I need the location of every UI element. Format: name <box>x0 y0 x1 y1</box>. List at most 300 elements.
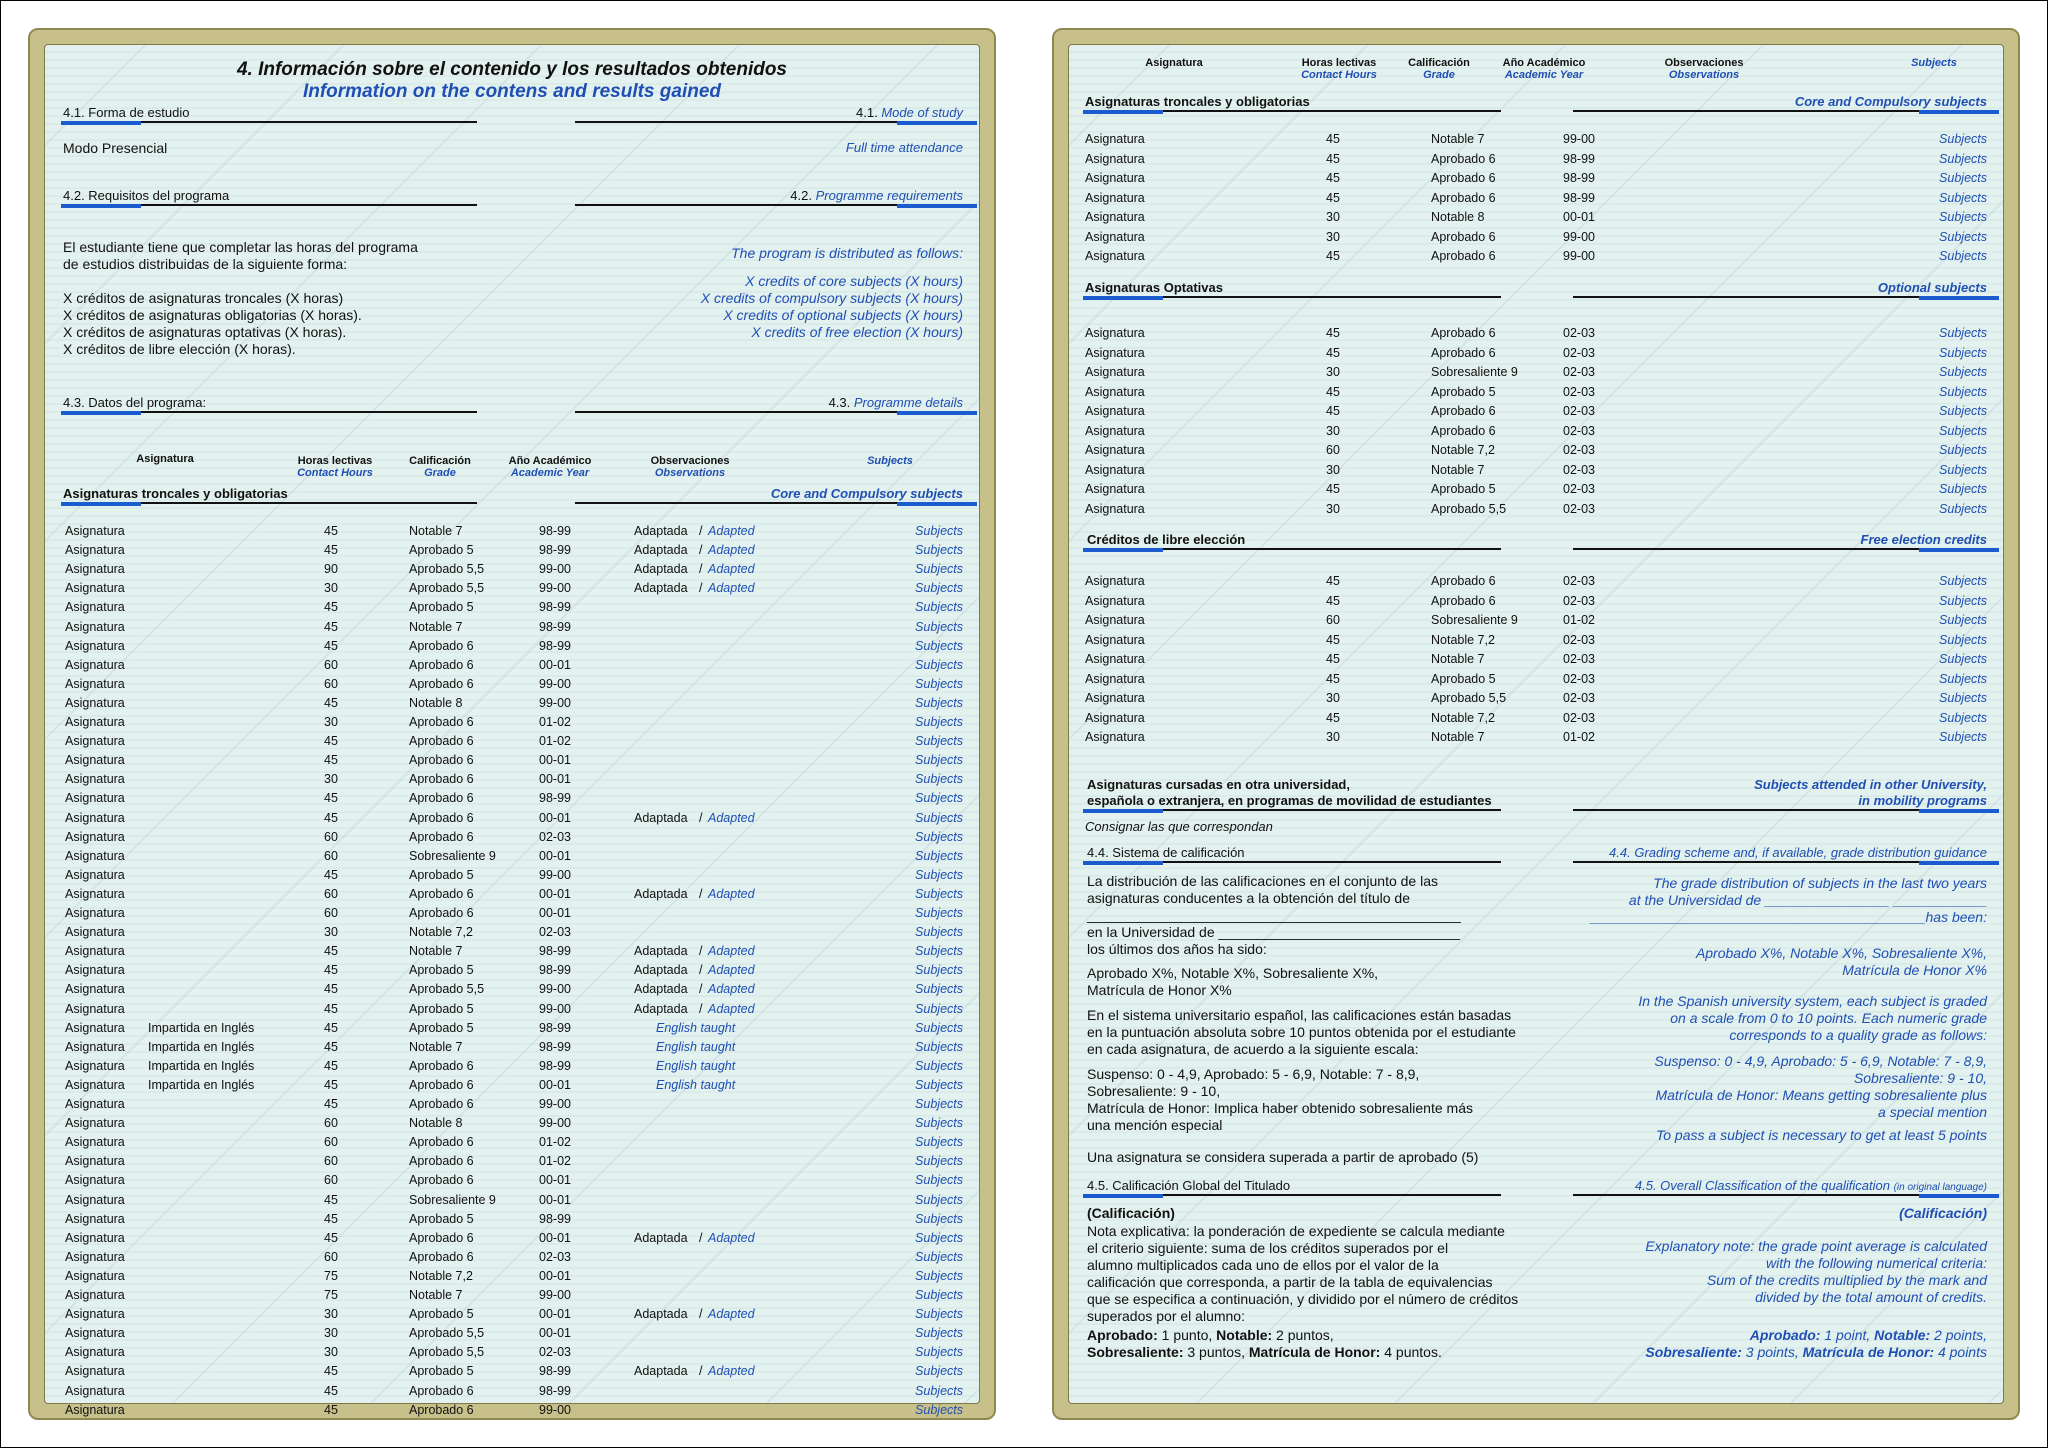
cell-subjects-en: Subjects <box>915 562 963 577</box>
table-row <box>1069 443 2003 462</box>
cell-hours: 60 <box>324 886 338 901</box>
cell-subject: Asignatura <box>65 619 125 634</box>
cell-subjects-en: Subjects <box>915 1020 963 1035</box>
cell-subject: Asignatura <box>65 829 125 844</box>
grading-scale-en: Suspenso: 0 - 4,9, Aprobado: 5 - 6,9, Notable: 7 - 8,9, Sobresaliente: 9 - 10, Matrícula de Honor: Means getting sobresaliente plus a special mention <box>1654 1053 1987 1120</box>
cell-subjects-en: Subjects <box>1939 229 1987 244</box>
table-row <box>45 1212 979 1231</box>
cell-subject: Asignatura <box>1085 190 1145 205</box>
col-subjects-en: Subjects <box>1911 57 1957 69</box>
cell-grade: Aprobado 6 <box>1431 345 1496 360</box>
cell-grade: Aprobado 6 <box>409 906 474 920</box>
cell-grade: Aprobado 6 <box>409 886 474 901</box>
cell-hours: 45 <box>1326 574 1340 588</box>
study-mode: Modo Presencial <box>63 140 168 156</box>
table-row <box>1069 633 2003 652</box>
table-row <box>1069 132 2003 151</box>
cell-grade: Aprobado 5 <box>1431 482 1496 496</box>
cell-hours: 60 <box>324 906 338 920</box>
cell-year: 98-99 <box>539 1211 571 1226</box>
cell-subject: Asignatura <box>1085 365 1145 379</box>
cell-hours: 75 <box>324 1268 338 1283</box>
cell-subjects-en: Subjects <box>1939 730 1987 744</box>
table-row <box>45 1116 979 1135</box>
cell-hours: 45 <box>1326 151 1340 166</box>
cell-language: Impartida en Inglés <box>148 1039 255 1054</box>
cell-subjects-en: Subjects <box>915 1039 963 1054</box>
cell-hours: 60 <box>1326 613 1340 627</box>
cell-observation: Adaptada <box>634 944 688 959</box>
cell-grade: Aprobado 5,5 <box>1431 691 1507 705</box>
cell-observation: Adaptada <box>634 1001 688 1016</box>
table-row <box>45 1021 979 1040</box>
cell-subjects-en: Subjects <box>915 810 963 825</box>
cell-observation-sep: / <box>699 1364 703 1379</box>
table-row <box>45 1307 979 1326</box>
cell-grade: Notable 7,2 <box>409 1268 473 1283</box>
cell-year: 02-03 <box>1563 632 1595 647</box>
cell-subject: Asignatura <box>65 1192 125 1207</box>
cell-grade: Aprobado 6 <box>409 772 474 787</box>
cell-observation-en: Adapted <box>708 562 755 577</box>
cell-year: 02-03 <box>1563 345 1595 360</box>
col-year: Año Académico Academic Year <box>1502 57 1586 81</box>
cell-subject: Asignatura <box>65 695 125 710</box>
cell-subjects-en: Subjects <box>915 600 963 615</box>
table-row <box>45 1059 979 1078</box>
cell-subjects-en: Subjects <box>915 867 963 882</box>
cell-grade: Aprobado 6 <box>409 638 474 653</box>
cell-subject: Asignatura <box>65 1020 125 1035</box>
cell-observation-en: Adapted <box>708 1230 755 1245</box>
cell-year: 01-02 <box>539 1135 571 1150</box>
cell-subject: Asignatura <box>65 772 125 787</box>
cell-hours: 45 <box>324 1020 338 1035</box>
cell-subjects-en: Subjects <box>915 1402 963 1417</box>
cell-grade: Aprobado 5 <box>409 1001 474 1016</box>
cell-hours: 45 <box>324 619 338 634</box>
accent-bar <box>1919 548 1999 552</box>
grading-system-en: In the Spanish university system, each subject is graded on a scale from 0 to 10 points. Each numeric grade corresponds to a quality grade as follows: <box>1638 993 1987 1043</box>
cell-year: 01-02 <box>1563 613 1595 627</box>
cell-subject: Asignatura <box>65 1173 125 1188</box>
cell-observation-sep: / <box>699 982 703 997</box>
table-row <box>45 1135 979 1154</box>
cell-subject: Asignatura <box>1085 501 1145 516</box>
cell-subjects-en: Subjects <box>915 886 963 901</box>
cell-year: 02-03 <box>1563 384 1595 399</box>
cell-subjects-en: Subjects <box>915 1326 963 1341</box>
cell-grade: Notable 8 <box>1431 210 1485 224</box>
cell-subjects-en: Subjects <box>915 543 963 558</box>
cell-subjects-en: Subjects <box>915 963 963 978</box>
cell-subject: Asignatura <box>65 982 125 997</box>
cell-subject: Asignatura <box>65 581 125 596</box>
cell-year: 99-00 <box>539 1402 571 1417</box>
cell-subject: Asignatura <box>65 925 125 940</box>
cell-observation-en: Adapted <box>708 581 755 596</box>
cell-hours: 60 <box>324 676 338 691</box>
cell-grade: Aprobado 5 <box>1431 384 1496 399</box>
table-row <box>45 524 979 543</box>
cell-subjects-en: Subjects <box>915 1383 963 1398</box>
col-hours: Horas lectivas Contact Hours <box>297 455 373 479</box>
cell-hours: 30 <box>324 1345 338 1360</box>
cell-subject: Asignatura <box>65 562 125 577</box>
cell-hours: 45 <box>324 543 338 558</box>
cell-subject: Asignatura <box>65 1307 125 1322</box>
cell-hours: 45 <box>1326 404 1340 418</box>
cell-subjects-en: Subjects <box>915 715 963 729</box>
cell-year: 98-99 <box>1563 190 1595 205</box>
table-row <box>45 600 979 619</box>
cell-hours: 45 <box>1326 326 1340 340</box>
table-row <box>45 1040 979 1059</box>
cell-subjects-en: Subjects <box>915 753 963 768</box>
table-row <box>45 906 979 925</box>
cell-observation-en: Adapted <box>708 1307 755 1322</box>
cell-year: 02-03 <box>1563 423 1595 438</box>
cell-grade: Aprobado 6 <box>409 753 474 768</box>
cell-subject: Asignatura <box>65 1097 125 1111</box>
grading-percentages: Aprobado X%, Notable X%, Sobresaliente X%, Matrícula de Honor X% <box>1087 965 1379 998</box>
cell-subjects-en: Subjects <box>1939 671 1987 686</box>
cell-hours: 45 <box>1326 482 1340 496</box>
right-page <box>1052 28 2020 1420</box>
cell-year: 02-03 <box>539 1249 571 1264</box>
cell-subject: Asignatura <box>65 715 125 729</box>
cell-year: 01-02 <box>539 715 571 729</box>
cell-subject: Asignatura <box>1085 652 1145 666</box>
accent-bar <box>1083 1194 1163 1198</box>
cell-hours: 45 <box>324 1097 338 1111</box>
cell-subject: Asignatura <box>65 867 125 882</box>
group-core-en: Core and Compulsory subjects <box>770 486 963 501</box>
table-row <box>45 715 979 734</box>
cell-subject: Asignatura <box>1085 443 1145 457</box>
cell-grade: Aprobado 6 <box>1431 151 1496 166</box>
cell-subjects-en: Subjects <box>915 1077 963 1092</box>
grading-distribution: La distribución de las calificaciones en el conjunto de las asignaturas conducentes a la obtención del título de ________________________________________________ en la Universidad de _______________________________ los últimos dos años ha sido: <box>1087 873 1461 957</box>
cell-observation-en: English taught <box>656 1058 736 1073</box>
accent-bar <box>1919 861 1999 865</box>
col-year: Año Académico Academic Year <box>508 455 592 479</box>
cell-subjects-en: Subjects <box>915 772 963 787</box>
cell-language: Impartida en Inglés <box>148 1077 255 1092</box>
cell-observation-sep: / <box>699 1001 703 1016</box>
cell-subjects-en: Subjects <box>1939 613 1987 627</box>
table-row <box>45 1326 979 1345</box>
cell-observation: Adaptada <box>634 524 688 538</box>
cell-grade: Aprobado 6 <box>409 1058 474 1073</box>
study-mode-en: Full time attendance <box>845 140 963 155</box>
cell-year: 98-99 <box>539 543 571 558</box>
cell-subject: Asignatura <box>1085 710 1145 725</box>
pass-rule-en: To pass a subject is necessary to get at least 5 points <box>1655 1127 1987 1143</box>
cell-hours: 45 <box>324 1058 338 1073</box>
cell-hours: 45 <box>1326 171 1340 185</box>
cell-year: 02-03 <box>539 1345 571 1360</box>
cell-subjects-en: Subjects <box>915 944 963 959</box>
cell-subjects-en: Subjects <box>1939 652 1987 666</box>
cell-subjects-en: Subjects <box>915 906 963 920</box>
cell-subjects-en: Subjects <box>915 1058 963 1073</box>
cell-hours: 45 <box>324 944 338 959</box>
cell-grade: Aprobado 5,5 <box>409 982 485 997</box>
explanatory-note: Nota explicativa: la ponderación de expediente se calcula mediante el criterio siguiente: suma de los créditos superados por el alumno multiplicados cada uno de ellos por el valor de la calificación que corresponda, a partir de la tabla de equivalencias que se especifica a continuación, y dividido por el número de créditos superados por el alumno: <box>1087 1223 1519 1324</box>
cell-year: 00-01 <box>539 886 571 901</box>
cell-grade: Aprobado 6 <box>1431 249 1496 263</box>
cell-grade: Aprobado 5 <box>409 600 474 615</box>
cell-subjects-en: Subjects <box>915 1307 963 1322</box>
cell-hours: 45 <box>324 1383 338 1398</box>
cell-year: 98-99 <box>539 944 571 959</box>
cell-year: 02-03 <box>1563 482 1595 496</box>
cell-observation-sep: / <box>699 543 703 558</box>
cell-hours: 45 <box>1326 632 1340 647</box>
cell-observation: Adaptada <box>634 1307 688 1322</box>
col-subject: Asignatura <box>1145 57 1203 69</box>
accent-bar <box>897 502 977 506</box>
table-row <box>45 887 979 906</box>
cell-subject: Asignatura <box>65 1154 125 1169</box>
cell-year: 98-99 <box>539 1039 571 1054</box>
program-credits: X créditos de asignaturas troncales (X horas) X créditos de asignaturas obligatorias (X horas). X créditos de asignaturas optativas (X horas). X créditos de libre elección (X horas). <box>63 290 362 357</box>
cell-subjects-en: Subjects <box>1939 423 1987 438</box>
table-row <box>45 1250 979 1269</box>
cell-hours: 45 <box>324 1192 338 1207</box>
table-row <box>1069 424 2003 443</box>
cell-hours: 60 <box>324 829 338 844</box>
cell-observation-en: Adapted <box>708 1001 755 1016</box>
cell-observation-sep: / <box>699 1230 703 1245</box>
table-row <box>1069 574 2003 593</box>
cell-subject: Asignatura <box>65 1288 125 1302</box>
cell-subject: Asignatura <box>65 1345 125 1360</box>
group-core-en: Core and Compulsory subjects <box>1794 94 1987 109</box>
cell-grade: Notable 8 <box>409 695 463 710</box>
cell-hours: 45 <box>324 638 338 653</box>
cell-subject: Asignatura <box>65 1249 125 1264</box>
cell-subjects-en: Subjects <box>915 1345 963 1360</box>
cell-subject: Asignatura <box>1085 593 1145 608</box>
cell-grade: Sobresaliente 9 <box>1431 613 1518 627</box>
accent-bar <box>1919 296 1999 300</box>
table-row <box>45 658 979 677</box>
table-row <box>1069 613 2003 632</box>
cell-year: 02-03 <box>1563 671 1595 686</box>
cell-year: 02-03 <box>539 925 571 940</box>
cell-grade: Aprobado 5 <box>409 1211 474 1226</box>
cell-subject: Asignatura <box>65 1230 125 1245</box>
cell-year: 98-99 <box>539 619 571 634</box>
cell-grade: Aprobado 6 <box>1431 229 1496 244</box>
cell-subjects-en: Subjects <box>1939 132 1987 146</box>
cell-year: 99-00 <box>539 695 571 710</box>
table-row <box>45 639 979 658</box>
cell-grade: Aprobado 5 <box>409 1307 474 1322</box>
heading-4-5: 4.5. Calificación Global del Titulado <box>1087 1178 1291 1193</box>
cell-subjects-en: Subjects <box>915 638 963 653</box>
table-row <box>45 1269 979 1288</box>
cell-observation-sep: / <box>699 886 703 901</box>
cell-hours: 30 <box>1326 730 1340 744</box>
cell-year: 00-01 <box>539 906 571 920</box>
accent-bar <box>1919 809 1999 813</box>
cell-grade: Notable 7,2 <box>1431 443 1495 457</box>
cell-year: 00-01 <box>539 753 571 768</box>
cell-year: 98-99 <box>539 791 571 806</box>
cell-subject: Asignatura <box>65 1402 125 1417</box>
table-row <box>45 1288 979 1307</box>
table-row <box>45 982 979 1001</box>
cell-year: 02-03 <box>1563 501 1595 516</box>
cell-subject: Asignatura <box>65 753 125 768</box>
cell-subject: Asignatura <box>65 1135 125 1150</box>
table-row <box>45 543 979 562</box>
cell-grade: Aprobado 6 <box>1431 593 1496 608</box>
cell-hours: 45 <box>1326 132 1340 146</box>
cell-subject: Asignatura <box>1085 384 1145 399</box>
cell-subjects-en: Subjects <box>1939 345 1987 360</box>
accent-bar <box>897 411 977 415</box>
cell-subject: Asignatura <box>1085 171 1145 185</box>
cell-hours: 60 <box>324 1173 338 1188</box>
cell-year: 02-03 <box>1563 462 1595 477</box>
cell-year: 00-01 <box>1563 210 1595 224</box>
cell-year: 00-01 <box>539 810 571 825</box>
cell-hours: 45 <box>324 1211 338 1226</box>
pass-rule: Una asignatura se considera superada a partir de aprobado (5) <box>1087 1149 1479 1165</box>
cell-hours: 60 <box>324 657 338 672</box>
cell-subject: Asignatura <box>65 657 125 672</box>
cell-subject: Asignatura <box>65 1077 125 1092</box>
cell-year: 99-00 <box>539 676 571 691</box>
cell-subject: Asignatura <box>1085 423 1145 438</box>
cell-subject: Asignatura <box>65 1211 125 1226</box>
cell-subjects-en: Subjects <box>1939 404 1987 418</box>
cell-observation-en: Adapted <box>708 944 755 959</box>
grading-scale: Suspenso: 0 - 4,9, Aprobado: 5 - 6,9, Notable: 7 - 8,9, Sobresaliente: 9 - 10, Matrícula de Honor: Implica haber obtenido sobresaliente más una mención especial <box>1087 1066 1473 1133</box>
table-row <box>1069 171 2003 190</box>
cell-grade: Notable 8 <box>409 1116 463 1131</box>
cell-grade: Aprobado 5 <box>409 867 474 882</box>
cell-subjects-en: Subjects <box>915 1173 963 1188</box>
table-row <box>1069 249 2003 268</box>
cell-hours: 60 <box>324 848 338 863</box>
cell-grade: Aprobado 6 <box>1431 171 1496 185</box>
cell-grade: Aprobado 5,5 <box>409 562 485 577</box>
cell-hours: 45 <box>1326 652 1340 666</box>
cell-subject: Asignatura <box>65 886 125 901</box>
cell-subjects-en: Subjects <box>915 848 963 863</box>
cell-year: 00-01 <box>539 1307 571 1322</box>
cell-observation-en: English taught <box>656 1039 736 1054</box>
cell-subject: Asignatura <box>1085 691 1145 705</box>
table-row <box>45 1078 979 1097</box>
cell-subjects-en: Subjects <box>1939 249 1987 263</box>
cell-hours: 45 <box>1326 710 1340 725</box>
cell-year: 98-99 <box>539 524 571 538</box>
cell-grade: Sobresaliente 9 <box>409 1192 496 1207</box>
grading-distribution-en: The grade distribution of subjects in the last two years at the Universidad de ________________ ____________ ___________________________________________has been: <box>1590 875 1987 925</box>
cell-year: 98-99 <box>1563 171 1595 185</box>
table-row <box>1069 730 2003 749</box>
cell-observation: Adaptada <box>634 1230 688 1245</box>
cell-grade: Notable 7,2 <box>1431 710 1495 725</box>
table-row <box>1069 463 2003 482</box>
cell-subject: Asignatura <box>1085 210 1145 224</box>
table-row <box>1069 346 2003 365</box>
cell-hours: 45 <box>1326 671 1340 686</box>
table-row <box>45 868 979 887</box>
cell-grade: Aprobado 6 <box>1431 574 1496 588</box>
table-row <box>45 677 979 696</box>
cell-subjects-en: Subjects <box>915 1268 963 1283</box>
table-row <box>45 734 979 753</box>
cell-hours: 45 <box>324 1077 338 1092</box>
table-row <box>45 849 979 868</box>
cell-year: 02-03 <box>1563 652 1595 666</box>
cell-hours: 45 <box>324 867 338 882</box>
cell-subject: Asignatura <box>65 791 125 806</box>
cell-language: Impartida en Inglés <box>148 1020 255 1035</box>
cell-subjects-en: Subjects <box>1939 462 1987 477</box>
classification: (Calificación) <box>1087 1205 1175 1221</box>
cell-grade: Notable 7,2 <box>1431 632 1495 647</box>
cell-hours: 30 <box>324 581 338 596</box>
col-hours: Horas lectivas Contact Hours <box>1301 57 1377 81</box>
table-row <box>1069 152 2003 171</box>
cell-grade: Aprobado 5 <box>409 1364 474 1379</box>
table-row <box>1069 711 2003 730</box>
table-row <box>45 753 979 772</box>
cell-observation-en: Adapted <box>708 886 755 901</box>
cell-subjects-en: Subjects <box>915 1230 963 1245</box>
cell-hours: 60 <box>324 1135 338 1150</box>
table-row <box>45 620 979 639</box>
cell-subject: Asignatura <box>65 1383 125 1398</box>
cell-hours: 45 <box>324 753 338 768</box>
cell-subjects-en: Subjects <box>915 734 963 749</box>
cell-subject: Asignatura <box>65 1058 125 1073</box>
table-row <box>1069 652 2003 671</box>
cell-grade: Aprobado 6 <box>409 1230 474 1245</box>
cell-year: 00-01 <box>539 657 571 672</box>
cell-subject: Asignatura <box>65 676 125 691</box>
cell-grade: Aprobado 6 <box>409 1077 474 1092</box>
cell-hours: 60 <box>324 1154 338 1169</box>
cell-subject: Asignatura <box>65 1001 125 1016</box>
cell-observation: Adaptada <box>634 562 688 577</box>
cell-subjects-en: Subjects <box>1939 210 1987 224</box>
cell-subject: Asignatura <box>1085 613 1145 627</box>
cell-grade: Notable 7 <box>1431 132 1485 146</box>
cell-grade: Aprobado 6 <box>409 715 474 729</box>
accent-bar <box>1083 809 1163 813</box>
explanatory-note-en: Explanatory note: the grade point average is calculated with the following numerical criteria: Sum of the credits multiplied by the mark and divided by the total amount of credits. <box>1645 1238 1987 1305</box>
cell-year: 00-01 <box>539 1192 571 1207</box>
col-subjects-en: Subjects <box>867 455 913 467</box>
cell-subject: Asignatura <box>65 543 125 558</box>
cell-hours: 60 <box>1326 443 1340 457</box>
cell-grade: Aprobado 5,5 <box>1431 501 1507 516</box>
cell-subject: Asignatura <box>65 1268 125 1283</box>
col-grade: Calificación Grade <box>409 455 471 479</box>
table-row <box>1069 210 2003 229</box>
col-observations: Observaciones Observations <box>650 455 730 479</box>
heading-4-5-en: 4.5. Overall Classification of the qualification (in original language) <box>1634 1178 1987 1193</box>
